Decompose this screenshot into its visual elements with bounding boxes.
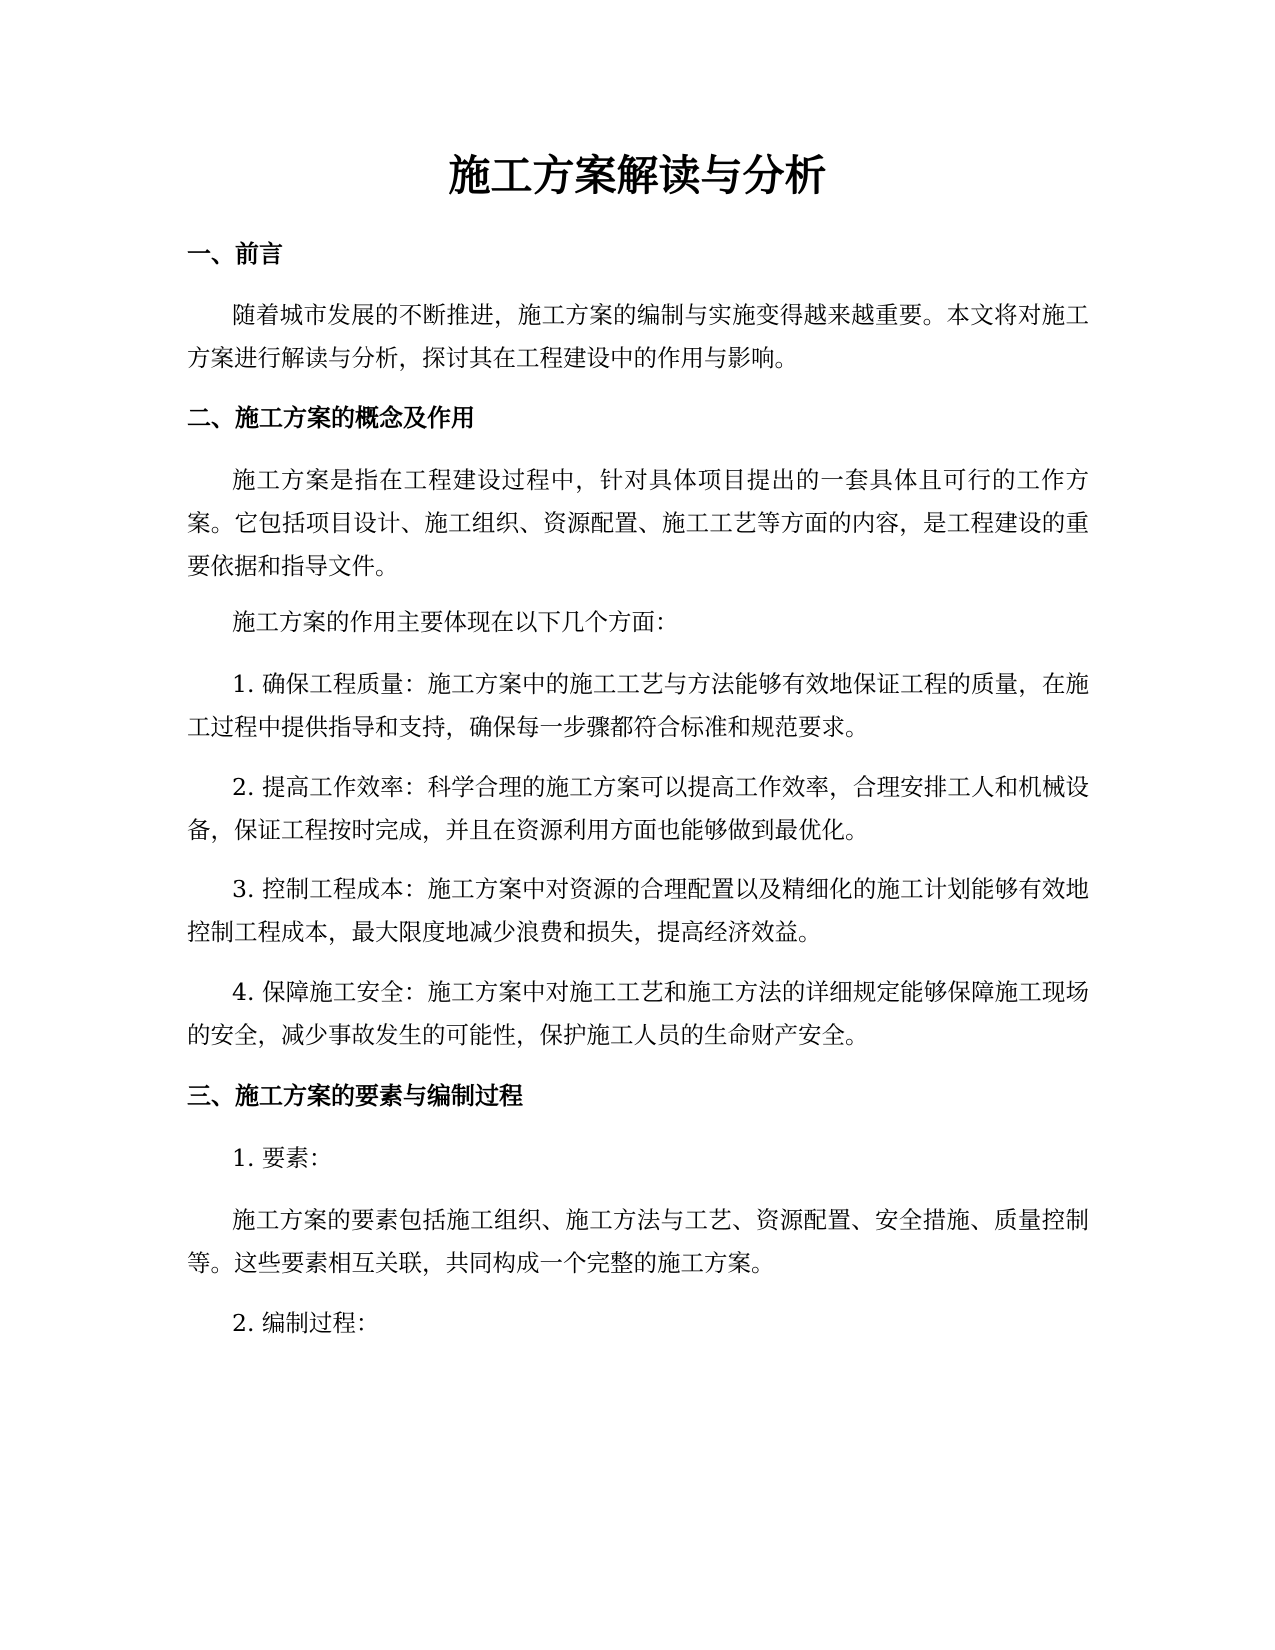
subheading-process: 2. 编制过程： — [232, 1309, 380, 1337]
list-item-safety: 4. 保障施工安全：施工方案中对施工工艺和施工方法的详细规定能够保障施工现场的安全，减少事故发生的可能性，保护施工人员的生命财产安全。 — [187, 978, 1089, 1049]
section-heading-preface: 一、前言 — [187, 240, 283, 268]
paragraph-concept-roles-intro: 施工方案的作用主要体现在以下几个方面： — [232, 608, 679, 636]
paragraph-preface: 随着城市发展的不断推进，施工方案的编制与实施变得越来越重要。本文将对施工方案进行解读与分析，探讨其在工程建设中的作用与影响。 — [187, 301, 1089, 372]
list-item-efficiency: 2. 提高工作效率：科学合理的施工方案可以提高工作效率，合理安排工人和机械设备，保证工程按时完成，并且在资源利用方面也能够做到最优化。 — [187, 773, 1089, 844]
document-title: 施工方案解读与分析 — [448, 151, 827, 200]
paragraph-concept-definition: 施工方案是指在工程建设过程中，针对具体项目提出的一套具体且可行的工作方案。它包括项目设计、施工组织、资源配置、施工工艺等方面的内容，是工程建设的重要依据和指导文件。 — [187, 466, 1089, 580]
list-item-quality: 1. 确保工程质量：施工方案中的施工工艺与方法能够有效地保证工程的质量，在施工过程中提供指导和支持，确保每一步骤都符合标准和规范要求。 — [187, 670, 1089, 741]
list-item-cost: 3. 控制工程成本：施工方案中对资源的合理配置以及精细化的施工计划能够有效地控制工程成本，最大限度地减少浪费和损失，提高经济效益。 — [187, 875, 1089, 946]
section-heading-concept: 二、施工方案的概念及作用 — [187, 404, 475, 432]
paragraph-elements: 施工方案的要素包括施工组织、施工方法与工艺、资源配置、安全措施、质量控制等。这些要素相互关联，共同构成一个完整的施工方案。 — [187, 1206, 1089, 1277]
subheading-elements: 1. 要素： — [232, 1144, 333, 1172]
section-heading-elements: 三、施工方案的要素与编制过程 — [187, 1082, 523, 1110]
